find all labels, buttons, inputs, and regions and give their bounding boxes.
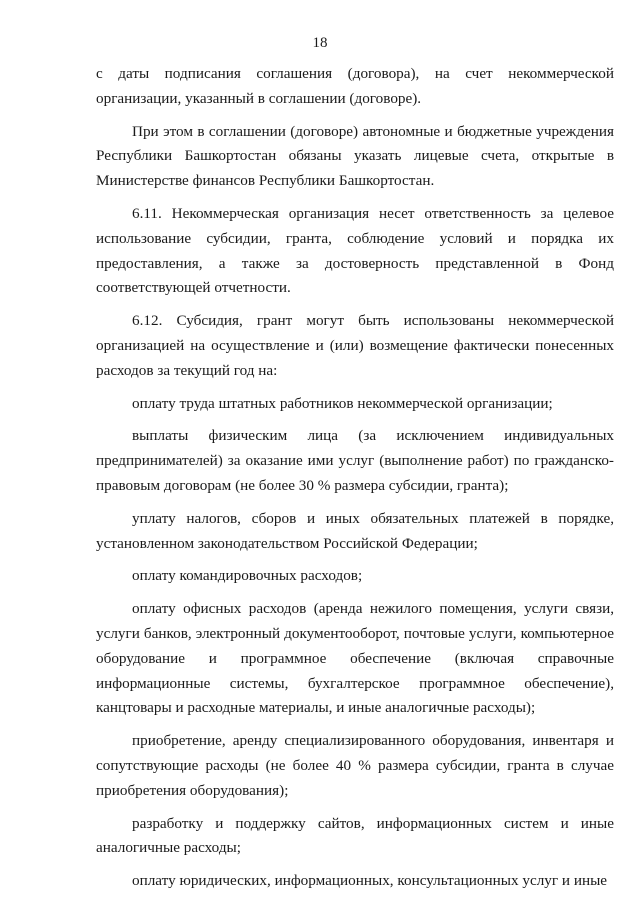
list-item: разработку и поддержку сайтов, информационных систем и иные аналогичные расходы; [96,814,614,857]
list-item: оплату офисных расходов (аренда нежилого помещения, услуги связи, услуги банков, электронный документооборот, почтовые услуги, компьютерное оборудование и программное обеспечение (включая справочные информационные системы, бухгалтерское программное обеспечение), канцтовары и расходные материалы, и иные аналогичные расходы); [96,600,614,717]
document-body [96,62,614,902]
list-item: уплату налогов, сборов и иных обязательных платежей в порядке, установленном законодательством Российской Федерации; [96,509,614,552]
paragraph: При этом в соглашении (договоре) автономные и бюджетные учреждения Республики Башкортостан обязаны указать лицевые счета, открытые в Министерстве финансов Республики Башкортостан. [96,122,614,190]
paragraph: с даты подписания соглашения (договора), на счет некоммерческой организации, указанный в соглашении (договоре). [96,65,614,107]
paragraph: 6.11. Некоммерческая организация несет ответственность за целевое использование субсидии, гранта, соблюдение условий и порядка их предоставления, а также за достоверность представленной в Фонд соответствующей отчетности. [96,204,614,297]
list-item: выплаты физическим лица (за исключением индивидуальных предпринимателей) за оказание ими услуг (выполнение работ) по гражданско-правовым договорам (не более 30 % размера субсидии, гранта); [96,427,614,494]
list-item: оплату труда штатных работников некоммерческой организации; [132,394,553,412]
paragraph: 6.12. Субсидия, грант могут быть использованы некоммерческой организацией на осуществление и (или) возмещение фактически понесенных расходов за текущий год на: [96,312,614,379]
list-item: приобретение, аренду специализированного оборудования, инвентаря и сопутствующие расходы (не более 40 % размера субсидии, гранта в случае приобретения оборудования); [96,732,614,799]
list-item: оплату командировочных расходов; [132,567,363,585]
list-item: оплату юридических, информационных, консультационных услуг и иные [132,872,608,890]
page-number: 18 [312,35,328,51]
